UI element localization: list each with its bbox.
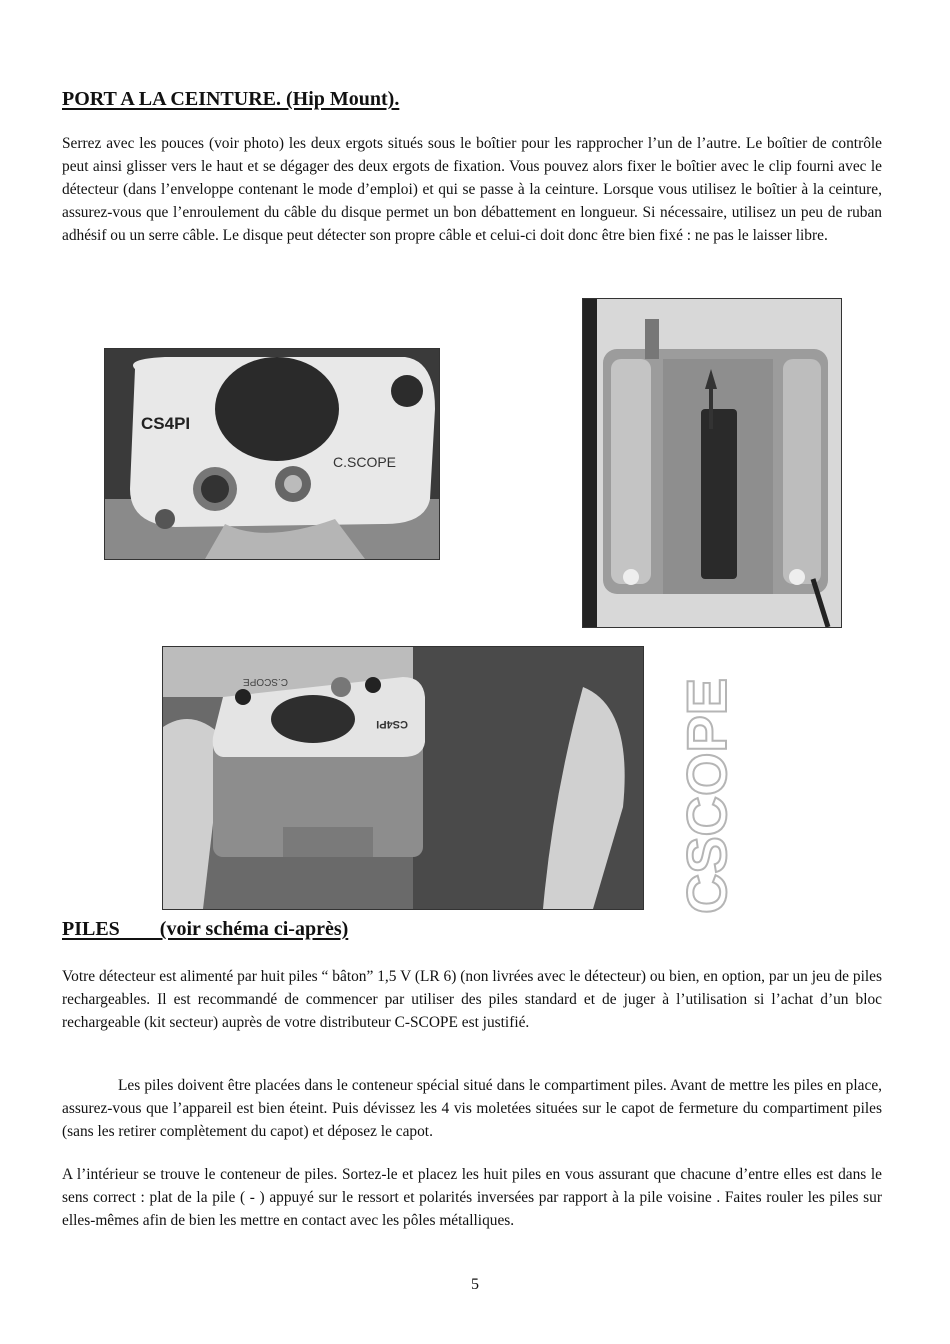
hip-mount-clip-photo [582, 298, 842, 628]
belt-worn-photo [162, 646, 644, 910]
piles-paragraph-3: A l’intérieur se trouve le conteneur de piles. Sortez-le et placez les huit piles en vous assurant que chacune d’entre elles est dans le sens correct : plat de la pile ( - ) appuyé sur le ressort et polarités inversées par rapport à la pile voisine . Faites rouler les piles sur elles-mêmes afin de bien les mettre en contact avec les pôles métalliques. [62, 1166, 882, 1229]
page-number: 5 [471, 1276, 479, 1293]
cscope-logo-text: CSCOPE [675, 677, 738, 914]
cs4pi-label: CS4PI [141, 414, 191, 433]
section-heading-hip-mount: PORT A LA CEINTURE. (Hip Mount). [62, 88, 400, 110]
control-box-photo [104, 348, 440, 560]
piles-paragraph-1: Votre détecteur est alimenté par huit piles “ bâton” 1,5 V (LR 6) (non livrées avec le détecteur) ou bien, en option, par un jeu de piles rechargeables. Il est recommandé de commencer par utiliser des piles standard et de juger à l’utilisation si l’achat d’un bloc rechargeable (kit secteur) auprès de votre distributeur C-SCOPE est justifié. [62, 968, 882, 1031]
hip-mount-paragraph: Serrez avec les pouces (voir photo) les deux ergots situés sous le boîtier pour les rapprocher l’un de l’autre. Le boîtier de contrôle peut ainsi glisser vers le haut et se dégager des deux ergots de fixation. Vous pouvez alors fixer le boîtier avec le clip fourni avec le détecteur (dans l’enveloppe contenant le mode d’emploi) et qui se passe à la ceinture. Lorsque vous utilisez le boîtier à la ceinture, assurez-vous que l’enroulement du câble du disque permet un bon débattement en longueur. Si nécessaire, utilisez un peu de ruban adhésif ou un serre câble. Le disque peut détecter son propre câble et celui-ci doit donc être bien fixé : ne pas le laisser libre. [62, 135, 882, 244]
cscope-logo [656, 668, 746, 918]
belt-cscope-label: C.SCOPE [242, 676, 288, 687]
belt-cs4pi-label: CS4PI [376, 718, 408, 730]
piles-paragraph-2: Les piles doivent être placées dans le conteneur spécial situé dans le compartiment piles. Avant de mettre les piles en place, assurez-vous que l’appareil est bien éteint. Puis dévissez les 4 vis moletées situées sur le capot de fermeture du compartiment piles (sans les retirer complètement du capot) et déposez le capot. [62, 1077, 882, 1140]
cscope-label: C.SCOPE [333, 454, 397, 470]
section-heading-piles: PILES (voir schéma ci-après) [62, 918, 349, 940]
